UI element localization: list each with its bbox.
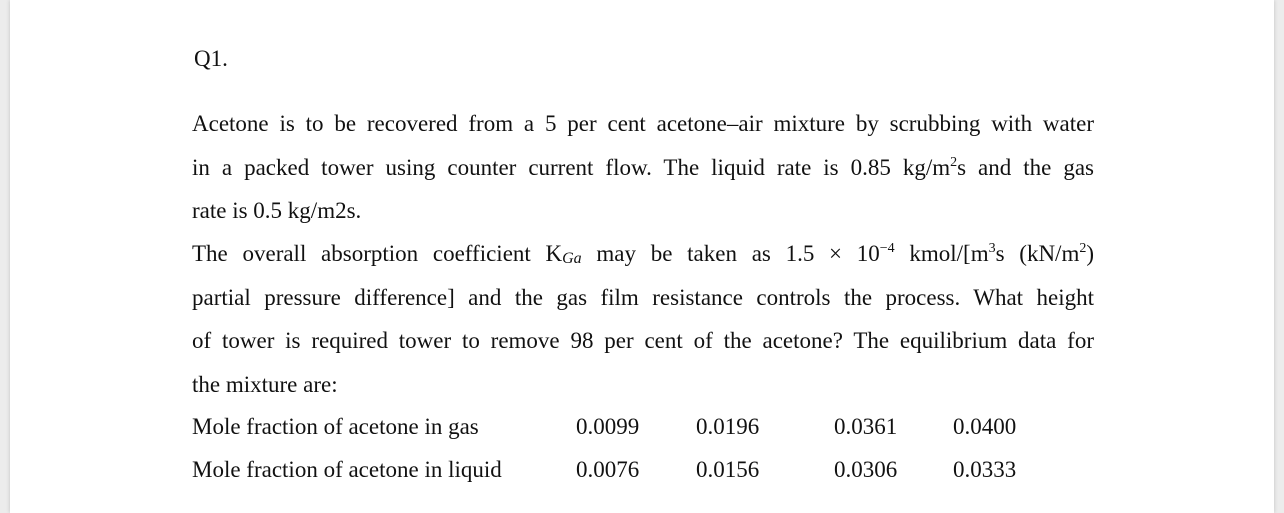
- table-cell: 0.0196: [696, 414, 760, 439]
- superscript-3: 3: [988, 241, 996, 256]
- row-label: Mole fraction of acetone in liquid: [192, 457, 502, 482]
- table-cell: 0.0076: [576, 457, 640, 482]
- paragraph-2-line-1: [192, 232, 1094, 276]
- table-row-gas: [192, 405, 1092, 448]
- paragraph-1-line-1: Acetone is to be recovered from a 5 per cent acetone–air mixture by scrubbing with water: [192, 111, 1094, 136]
- problem-paragraph-1: [192, 102, 1094, 233]
- document-page: [10, 0, 1274, 513]
- paragraph-2-line-3: of tower is required tower to remove 98 per cent of the acetone? The equilibrium data for: [192, 328, 1094, 353]
- paragraph-2-line-4: the mixture are:: [192, 371, 338, 397]
- unit-text-2: s (kN/m: [995, 241, 1080, 266]
- table-cell: 0.0306: [834, 457, 898, 482]
- superscript-2b: 2: [1079, 241, 1087, 256]
- problem-paragraph-2: [192, 232, 1094, 406]
- paragraph-1-line-3: rate is 0.5 kg/m2s.: [192, 198, 362, 223]
- table-cell: 0.0156: [696, 457, 760, 482]
- exponent: −4: [879, 241, 895, 256]
- table-cell: 0.0099: [576, 414, 640, 439]
- table-row-liquid: [192, 448, 1092, 491]
- liquid-rate-text: in a packed tower using counter current flow. The liquid rate is 0.85 kg/m: [192, 154, 951, 180]
- row-label: Mole fraction of acetone in gas: [192, 414, 479, 439]
- question-number: Q1.: [194, 46, 228, 71]
- unit-text-1: kmol/[m: [894, 241, 989, 266]
- table-cell: 0.0361: [834, 414, 898, 439]
- gas-text: s and the gas: [957, 154, 1095, 180]
- paragraph-1-line-2: [192, 146, 1094, 190]
- coefficient-text: The overall absorption coefficient K: [192, 241, 563, 266]
- table-cell: 0.0400: [953, 414, 1017, 439]
- superscript-2: 2: [950, 154, 958, 170]
- coefficient-subscript: Ga: [562, 250, 582, 267]
- coefficient-value-text: may be taken as 1.5 × 10: [581, 241, 880, 266]
- unit-text-3: ): [1086, 241, 1095, 266]
- equilibrium-data-table: [192, 405, 1092, 491]
- table-cell: 0.0333: [953, 457, 1017, 482]
- paragraph-2-line-2: partial pressure difference] and the gas film resistance controls the process. What height: [192, 284, 1094, 310]
